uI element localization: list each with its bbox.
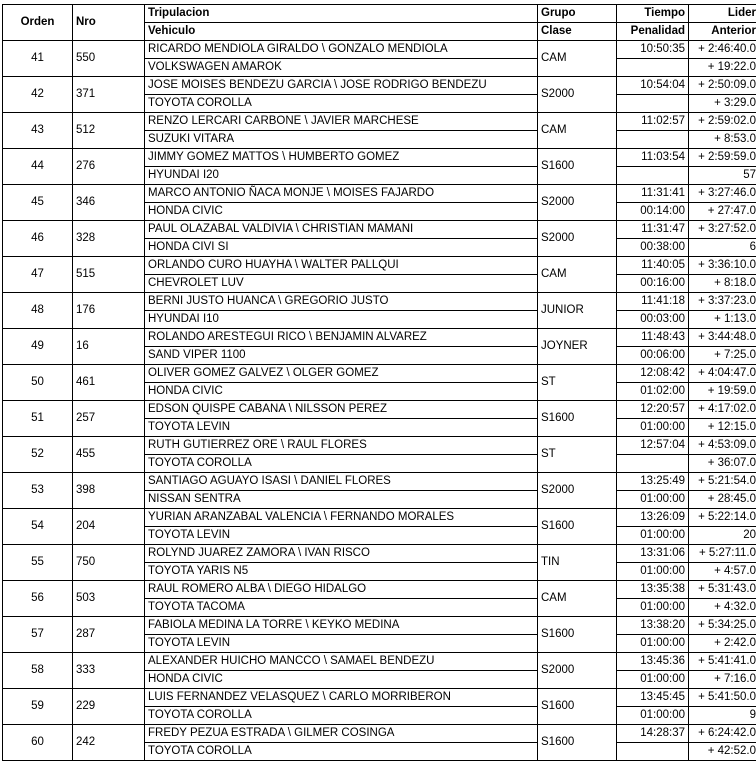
cell-orden: 52 bbox=[3, 437, 73, 473]
cell-nro: 328 bbox=[73, 221, 145, 257]
header-anterior: Anterior bbox=[689, 23, 756, 41]
cell-lider: + 5:41:50.0 bbox=[689, 689, 756, 707]
cell-grupo: CAM bbox=[538, 41, 617, 77]
cell-penalidad bbox=[617, 167, 689, 185]
cell-tripulacion: RENZO LERCARI CARBONE \ JAVIER MARCHESE bbox=[145, 113, 538, 131]
cell-nro: 242 bbox=[73, 725, 145, 761]
table-row bbox=[3, 185, 756, 203]
cell-tripulacion: ROLANDO ARESTEGUI RICO \ BENJAMIN ALVAREZ bbox=[145, 329, 538, 347]
table-row bbox=[3, 149, 756, 167]
cell-orden: 42 bbox=[3, 77, 73, 113]
header-row-1 bbox=[3, 5, 756, 23]
table-row bbox=[3, 41, 756, 59]
header-grupo: Grupo bbox=[538, 5, 617, 23]
cell-orden: 54 bbox=[3, 509, 73, 545]
table-row bbox=[3, 509, 756, 527]
header-lider: Lider bbox=[689, 5, 756, 23]
cell-anterior: 9 bbox=[689, 707, 756, 725]
cell-lider: + 3:27:46.0 bbox=[689, 185, 756, 203]
cell-anterior: 20 bbox=[689, 527, 756, 545]
cell-nro: 515 bbox=[73, 257, 145, 293]
cell-tripulacion: JIMMY GOMEZ MATTOS \ HUMBERTO GOMEZ bbox=[145, 149, 538, 167]
table-row bbox=[3, 545, 756, 563]
cell-nro: 176 bbox=[73, 293, 145, 329]
cell-penalidad: 01:00:00 bbox=[617, 527, 689, 545]
cell-grupo: S1600 bbox=[538, 401, 617, 437]
cell-tiempo: 13:35:38 bbox=[617, 581, 689, 599]
cell-vehiculo: TOYOTA LEVIN bbox=[145, 635, 538, 653]
cell-anterior: + 4:57.0 bbox=[689, 563, 756, 581]
cell-tiempo: 11:02:57 bbox=[617, 113, 689, 131]
cell-grupo: S1600 bbox=[538, 149, 617, 185]
cell-grupo: S1600 bbox=[538, 509, 617, 545]
cell-lider: + 3:37:23.0 bbox=[689, 293, 756, 311]
cell-penalidad: 01:00:00 bbox=[617, 563, 689, 581]
cell-penalidad bbox=[617, 59, 689, 77]
cell-penalidad bbox=[617, 95, 689, 113]
cell-penalidad: 01:00:00 bbox=[617, 599, 689, 617]
cell-vehiculo: HONDA CIVIC bbox=[145, 383, 538, 401]
results-table bbox=[2, 4, 756, 761]
cell-grupo: JUNIOR bbox=[538, 293, 617, 329]
cell-nro: 257 bbox=[73, 401, 145, 437]
cell-tiempo: 13:31:06 bbox=[617, 545, 689, 563]
cell-tiempo: 12:08:42 bbox=[617, 365, 689, 383]
cell-penalidad: 00:38:00 bbox=[617, 239, 689, 257]
cell-grupo: S2000 bbox=[538, 185, 617, 221]
cell-nro: 333 bbox=[73, 653, 145, 689]
cell-vehiculo: NISSAN SENTRA bbox=[145, 491, 538, 509]
cell-orden: 46 bbox=[3, 221, 73, 257]
cell-nro: 750 bbox=[73, 545, 145, 581]
cell-tripulacion: OLIVER GOMEZ GALVEZ \ OLGER GOMEZ bbox=[145, 365, 538, 383]
cell-nro: 16 bbox=[73, 329, 145, 365]
cell-orden: 58 bbox=[3, 653, 73, 689]
cell-grupo: S2000 bbox=[538, 653, 617, 689]
cell-penalidad: 00:14:00 bbox=[617, 203, 689, 221]
cell-vehiculo: TOYOTA LEVIN bbox=[145, 419, 538, 437]
cell-lider: + 5:31:43.0 bbox=[689, 581, 756, 599]
cell-lider: + 3:36:10.0 bbox=[689, 257, 756, 275]
cell-tripulacion: RAUL ROMERO ALBA \ DIEGO HIDALGO bbox=[145, 581, 538, 599]
table-row bbox=[3, 437, 756, 455]
cell-orden: 60 bbox=[3, 725, 73, 761]
cell-tiempo: 13:45:45 bbox=[617, 689, 689, 707]
cell-anterior: + 27:47.0 bbox=[689, 203, 756, 221]
cell-nro: 461 bbox=[73, 365, 145, 401]
cell-grupo: CAM bbox=[538, 581, 617, 617]
cell-tripulacion: FABIOLA MEDINA LA TORRE \ KEYKO MEDINA bbox=[145, 617, 538, 635]
cell-lider: + 5:27:11.0 bbox=[689, 545, 756, 563]
cell-vehiculo: HONDA CIVIC bbox=[145, 671, 538, 689]
cell-vehiculo: SUZUKI VITARA bbox=[145, 131, 538, 149]
table-row bbox=[3, 257, 756, 275]
cell-lider: + 4:17:02.0 bbox=[689, 401, 756, 419]
table-row bbox=[3, 617, 756, 635]
cell-tiempo: 11:31:47 bbox=[617, 221, 689, 239]
table-row bbox=[3, 401, 756, 419]
cell-tiempo: 11:41:18 bbox=[617, 293, 689, 311]
cell-lider: + 2:59:59.0 bbox=[689, 149, 756, 167]
results-body bbox=[3, 41, 756, 761]
cell-lider: + 2:46:40.0 bbox=[689, 41, 756, 59]
cell-tripulacion: LUIS FERNANDEZ VELASQUEZ \ CARLO MORRIBERON bbox=[145, 689, 538, 707]
cell-tiempo: 10:50:35 bbox=[617, 41, 689, 59]
cell-nro: 371 bbox=[73, 77, 145, 113]
table-row bbox=[3, 293, 756, 311]
cell-anterior: + 1:13.0 bbox=[689, 311, 756, 329]
table-row bbox=[3, 77, 756, 95]
cell-lider: + 3:44:48.0 bbox=[689, 329, 756, 347]
table-row bbox=[3, 689, 756, 707]
cell-anterior: + 3:29.0 bbox=[689, 95, 756, 113]
table-row bbox=[3, 581, 756, 599]
cell-anterior: + 19:59.0 bbox=[689, 383, 756, 401]
cell-vehiculo: HONDA CIVIC bbox=[145, 203, 538, 221]
cell-grupo: S2000 bbox=[538, 77, 617, 113]
cell-anterior: + 19:22.0 bbox=[689, 59, 756, 77]
cell-nro: 455 bbox=[73, 437, 145, 473]
cell-lider: + 5:21:54.0 bbox=[689, 473, 756, 491]
cell-vehiculo: TOYOTA LEVIN bbox=[145, 527, 538, 545]
cell-vehiculo: HYUNDAI I10 bbox=[145, 311, 538, 329]
cell-orden: 49 bbox=[3, 329, 73, 365]
cell-tiempo: 10:54:04 bbox=[617, 77, 689, 95]
cell-penalidad: 00:16:00 bbox=[617, 275, 689, 293]
cell-tiempo: 13:38:20 bbox=[617, 617, 689, 635]
cell-tripulacion: RUTH GUTIERREZ ORE \ RAUL FLORES bbox=[145, 437, 538, 455]
cell-penalidad: 00:03:00 bbox=[617, 311, 689, 329]
cell-tiempo: 13:45:36 bbox=[617, 653, 689, 671]
cell-tripulacion: RICARDO MENDIOLA GIRALDO \ GONZALO MENDIOLA bbox=[145, 41, 538, 59]
table-row bbox=[3, 221, 756, 239]
cell-anterior: + 4:32.0 bbox=[689, 599, 756, 617]
table-row bbox=[3, 473, 756, 491]
cell-penalidad bbox=[617, 455, 689, 473]
cell-anterior: + 8:53.0 bbox=[689, 131, 756, 149]
cell-lider: + 3:27:52.0 bbox=[689, 221, 756, 239]
cell-penalidad: 01:00:00 bbox=[617, 635, 689, 653]
cell-lider: + 4:53:09.0 bbox=[689, 437, 756, 455]
cell-tiempo: 12:20:57 bbox=[617, 401, 689, 419]
cell-vehiculo: TOYOTA COROLLA bbox=[145, 743, 538, 761]
cell-vehiculo: TOYOTA TACOMA bbox=[145, 599, 538, 617]
cell-tripulacion: MARCO ANTONIO ÑACA MONJE \ MOISES FAJARDO bbox=[145, 185, 538, 203]
cell-penalidad: 00:06:00 bbox=[617, 347, 689, 365]
cell-tripulacion: ORLANDO CURO HUAYHA \ WALTER PALLQUI bbox=[145, 257, 538, 275]
cell-penalidad: 01:00:00 bbox=[617, 671, 689, 689]
header-nro: Nro bbox=[73, 5, 145, 41]
cell-tripulacion: ALEXANDER HUICHO MANCCO \ SAMAEL BENDEZU bbox=[145, 653, 538, 671]
cell-grupo: S1600 bbox=[538, 617, 617, 653]
header-penalidad: Penalidad bbox=[617, 23, 689, 41]
cell-nro: 550 bbox=[73, 41, 145, 77]
cell-grupo: JOYNER bbox=[538, 329, 617, 365]
cell-lider: + 5:41:41.0 bbox=[689, 653, 756, 671]
cell-orden: 45 bbox=[3, 185, 73, 221]
cell-orden: 56 bbox=[3, 581, 73, 617]
cell-tripulacion: ROLYND JUAREZ ZAMORA \ IVAN RISCO bbox=[145, 545, 538, 563]
cell-orden: 43 bbox=[3, 113, 73, 149]
cell-grupo: CAM bbox=[538, 113, 617, 149]
cell-tiempo: 12:57:04 bbox=[617, 437, 689, 455]
cell-nro: 398 bbox=[73, 473, 145, 509]
cell-orden: 59 bbox=[3, 689, 73, 725]
cell-tripulacion: BERNI JUSTO HUANCA \ GREGORIO JUSTO bbox=[145, 293, 538, 311]
cell-penalidad bbox=[617, 131, 689, 149]
table-row bbox=[3, 113, 756, 131]
cell-orden: 41 bbox=[3, 41, 73, 77]
cell-nro: 229 bbox=[73, 689, 145, 725]
cell-nro: 503 bbox=[73, 581, 145, 617]
cell-grupo: ST bbox=[538, 365, 617, 401]
header-tripulacion: Tripulacion bbox=[145, 5, 538, 23]
cell-anterior: + 2:42.0 bbox=[689, 635, 756, 653]
table-row bbox=[3, 365, 756, 383]
header-clase: Clase bbox=[538, 23, 617, 41]
cell-nro: 512 bbox=[73, 113, 145, 149]
cell-vehiculo: VOLKSWAGEN AMAROK bbox=[145, 59, 538, 77]
cell-vehiculo: TOYOTA COROLLA bbox=[145, 707, 538, 725]
cell-anterior: 6 bbox=[689, 239, 756, 257]
cell-tiempo: 13:26:09 bbox=[617, 509, 689, 527]
cell-penalidad: 01:00:00 bbox=[617, 419, 689, 437]
cell-grupo: ST bbox=[538, 437, 617, 473]
cell-penalidad: 01:00:00 bbox=[617, 491, 689, 509]
cell-tiempo: 13:25:49 bbox=[617, 473, 689, 491]
cell-tripulacion: SANTIAGO AGUAYO ISASI \ DANIEL FLORES bbox=[145, 473, 538, 491]
cell-grupo: CAM bbox=[538, 257, 617, 293]
cell-lider: + 5:34:25.0 bbox=[689, 617, 756, 635]
cell-nro: 346 bbox=[73, 185, 145, 221]
cell-orden: 57 bbox=[3, 617, 73, 653]
cell-orden: 44 bbox=[3, 149, 73, 185]
cell-tripulacion: PAUL OLAZABAL VALDIVIA \ CHRISTIAN MAMANI bbox=[145, 221, 538, 239]
table-row bbox=[3, 725, 756, 743]
cell-grupo: S2000 bbox=[538, 221, 617, 257]
cell-tripulacion: JOSE MOISES BENDEZU GARCIA \ JOSE RODRIGO BENDEZU bbox=[145, 77, 538, 95]
cell-anterior: 57 bbox=[689, 167, 756, 185]
cell-nro: 276 bbox=[73, 149, 145, 185]
cell-anterior: + 12:15.0 bbox=[689, 419, 756, 437]
cell-orden: 47 bbox=[3, 257, 73, 293]
cell-grupo: TIN bbox=[538, 545, 617, 581]
cell-penalidad bbox=[617, 743, 689, 761]
cell-vehiculo: SAND VIPER 1100 bbox=[145, 347, 538, 365]
cell-vehiculo: HONDA CIVI SI bbox=[145, 239, 538, 257]
cell-anterior: + 36:07.0 bbox=[689, 455, 756, 473]
cell-vehiculo: HYUNDAI I20 bbox=[145, 167, 538, 185]
cell-tiempo: 14:28:37 bbox=[617, 725, 689, 743]
cell-nro: 287 bbox=[73, 617, 145, 653]
cell-nro: 204 bbox=[73, 509, 145, 545]
cell-anterior: + 7:25.0 bbox=[689, 347, 756, 365]
cell-tripulacion: YURIAN ARANZABAL VALENCIA \ FERNANDO MORALES bbox=[145, 509, 538, 527]
header-orden: Orden bbox=[3, 5, 73, 41]
cell-lider: + 2:59:02.0 bbox=[689, 113, 756, 131]
cell-tripulacion: EDSON QUISPE CABANA \ NILSSON PEREZ bbox=[145, 401, 538, 419]
cell-vehiculo: TOYOTA COROLLA bbox=[145, 455, 538, 473]
cell-tripulacion: FREDY PEZUA ESTRADA \ GILMER COSINGA bbox=[145, 725, 538, 743]
cell-anterior: + 8:18.0 bbox=[689, 275, 756, 293]
cell-anterior: + 28:45.0 bbox=[689, 491, 756, 509]
cell-orden: 48 bbox=[3, 293, 73, 329]
cell-lider: + 5:22:14.0 bbox=[689, 509, 756, 527]
cell-vehiculo: TOYOTA COROLLA bbox=[145, 95, 538, 113]
cell-vehiculo: TOYOTA YARIS N5 bbox=[145, 563, 538, 581]
cell-penalidad: 01:02:00 bbox=[617, 383, 689, 401]
cell-orden: 53 bbox=[3, 473, 73, 509]
cell-anterior: + 42:52.0 bbox=[689, 743, 756, 761]
cell-orden: 51 bbox=[3, 401, 73, 437]
cell-tiempo: 11:48:43 bbox=[617, 329, 689, 347]
cell-orden: 55 bbox=[3, 545, 73, 581]
cell-tiempo: 11:31:41 bbox=[617, 185, 689, 203]
cell-penalidad: 01:00:00 bbox=[617, 707, 689, 725]
cell-grupo: S1600 bbox=[538, 689, 617, 725]
cell-lider: + 6:24:42.0 bbox=[689, 725, 756, 743]
cell-orden: 50 bbox=[3, 365, 73, 401]
cell-tiempo: 11:03:54 bbox=[617, 149, 689, 167]
cell-lider: + 2:50:09.0 bbox=[689, 77, 756, 95]
table-row bbox=[3, 653, 756, 671]
cell-grupo: S1600 bbox=[538, 725, 617, 761]
table-row bbox=[3, 329, 756, 347]
cell-anterior: + 7:16.0 bbox=[689, 671, 756, 689]
header-tiempo: Tiempo bbox=[617, 5, 689, 23]
cell-tiempo: 11:40:05 bbox=[617, 257, 689, 275]
cell-grupo: S2000 bbox=[538, 473, 617, 509]
cell-lider: + 4:04:47.0 bbox=[689, 365, 756, 383]
cell-vehiculo: CHEVROLET LUV bbox=[145, 275, 538, 293]
header-vehiculo: Vehiculo bbox=[145, 23, 538, 41]
